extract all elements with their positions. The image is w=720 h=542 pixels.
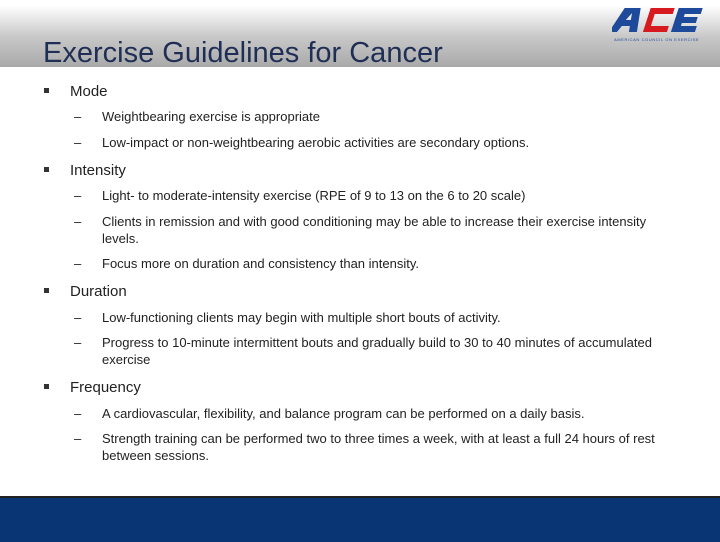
footer-band xyxy=(0,496,720,542)
bullet-square-icon xyxy=(44,288,49,293)
point-text: Low-impact or non-weightbearing aerobic activities are secondary options. xyxy=(102,135,530,150)
dash-icon: – xyxy=(74,256,82,271)
bullet-square-icon xyxy=(44,88,49,93)
point-text: Clients in remission and with good conditioning may be able to increase their exercise intensity levels. xyxy=(102,214,647,246)
point-text: Low-functioning clients may begin with multiple short bouts of activity. xyxy=(102,310,501,325)
point-text: Progress to 10-minute intermittent bouts and gradually build to 30 to 40 minutes of accumulated exercise xyxy=(102,335,652,367)
section-heading: Duration xyxy=(70,283,127,300)
logo-tagline: AMERICAN COUNCIL ON EXERCISE xyxy=(614,37,700,42)
dash-icon: – xyxy=(74,109,82,124)
bullet-square-icon xyxy=(44,167,49,172)
point-text: Focus more on duration and consistency than intensity. xyxy=(102,256,419,271)
dash-icon: – xyxy=(74,431,82,446)
section-heading: Intensity xyxy=(70,162,126,179)
ace-logo xyxy=(612,4,714,44)
dash-icon: – xyxy=(74,135,82,150)
dash-icon: – xyxy=(74,214,82,229)
dash-icon: – xyxy=(74,310,82,325)
bullet-square-icon xyxy=(44,384,49,389)
section-heading: Frequency xyxy=(70,379,141,396)
point-text: A cardiovascular, flexibility, and balance program can be performed on a daily basis. xyxy=(102,406,585,421)
section-heading: Mode xyxy=(70,83,108,100)
dash-icon: – xyxy=(74,188,82,203)
point-text: Light- to moderate-intensity exercise (RPE of 9 to 13 on the 6 to 20 scale) xyxy=(102,188,526,203)
point-text: Weightbearing exercise is appropriate xyxy=(102,109,320,124)
point-text: Strength training can be performed two to three times a week, with at least a full 24 hours of rest between sessions. xyxy=(102,431,655,463)
dash-icon: – xyxy=(74,335,82,350)
slide-title: Exercise Guidelines for Cancer xyxy=(43,37,443,69)
dash-icon: – xyxy=(74,406,82,421)
